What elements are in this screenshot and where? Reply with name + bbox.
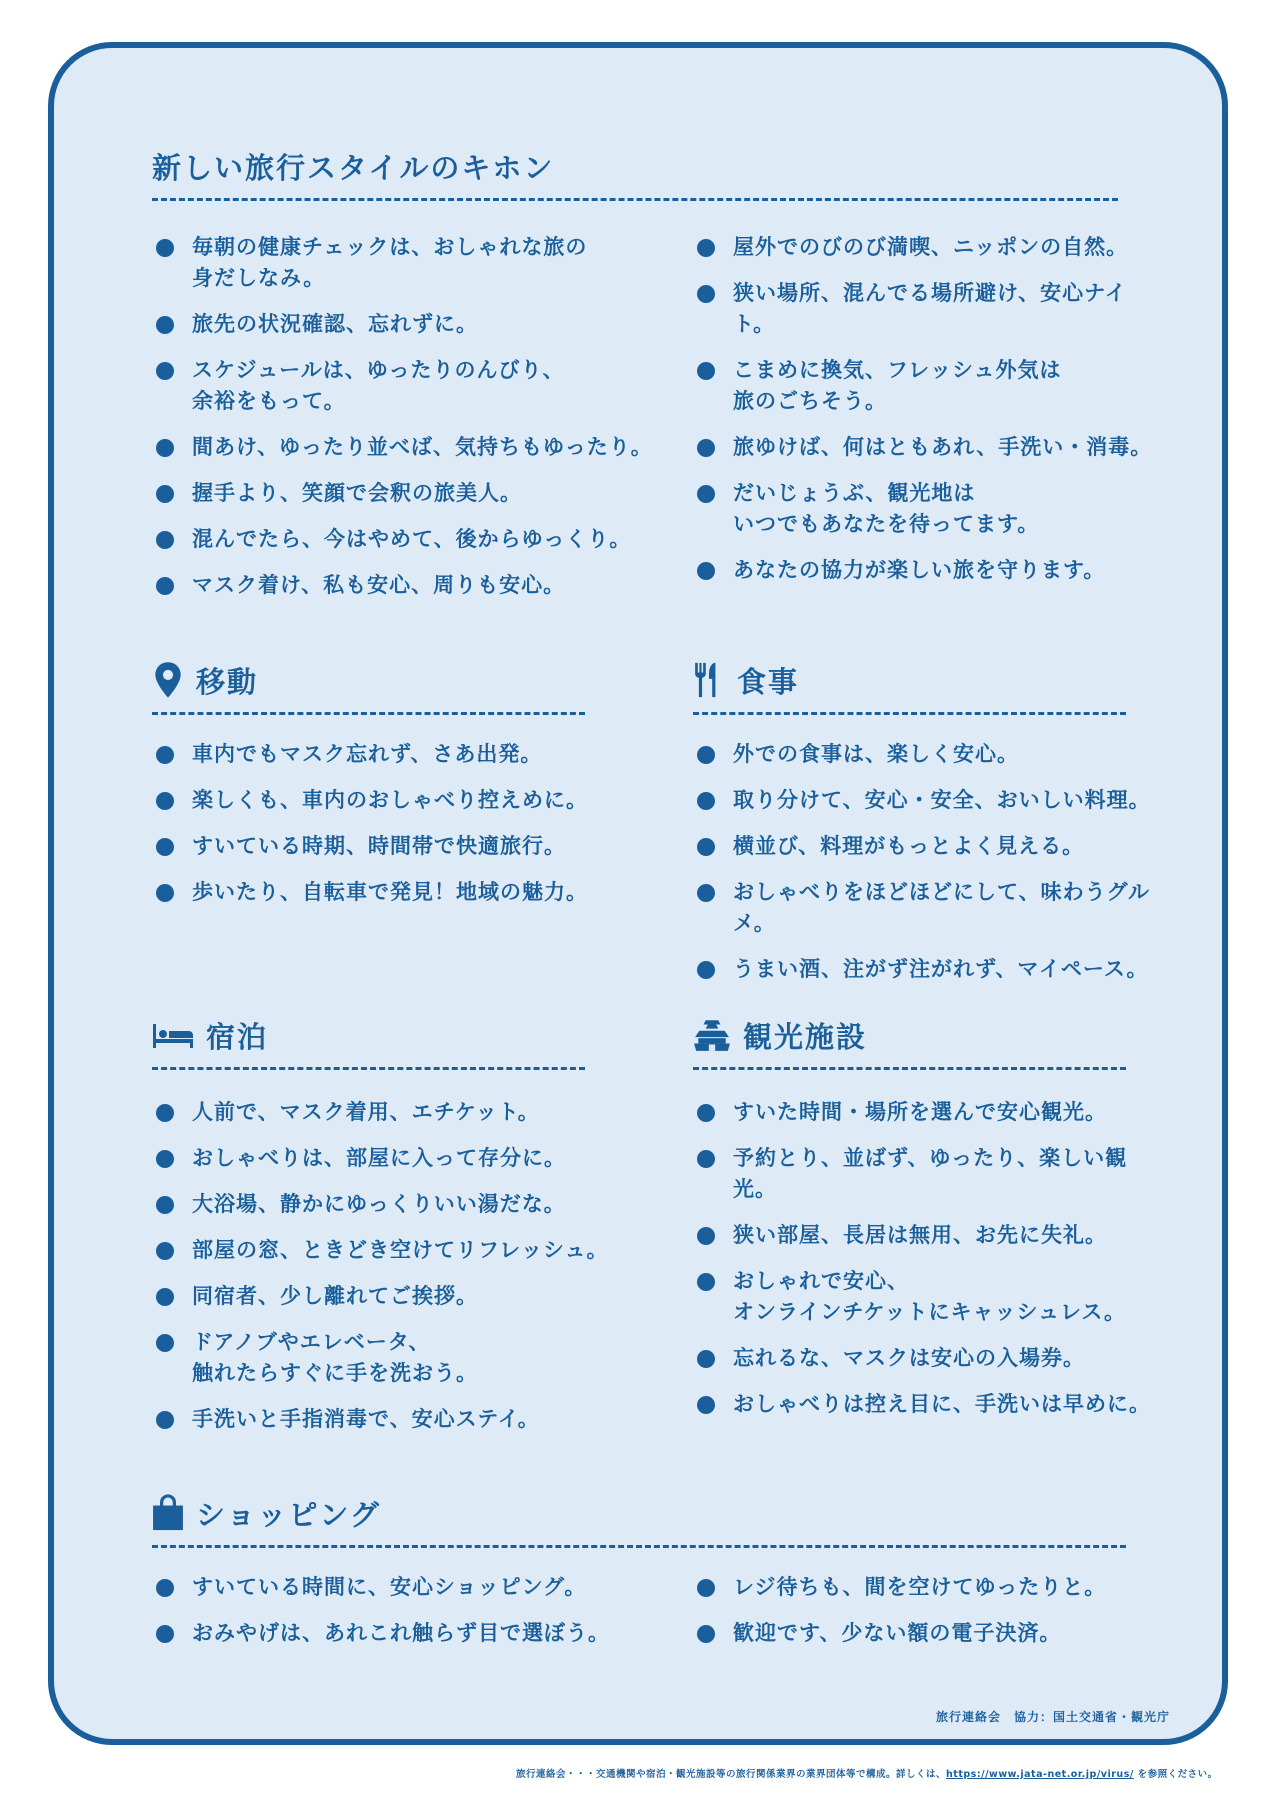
bullet-dot: [697, 838, 715, 856]
castle-icon: [693, 1016, 731, 1054]
bullet-dot: [697, 1150, 715, 1168]
list-item: [156, 232, 656, 294]
list-item: [156, 1235, 656, 1266]
bullet-dot: [156, 439, 174, 457]
list-item: [156, 831, 656, 862]
bullet-dot: [697, 362, 715, 380]
list-item-text: 旅ゆけば、何はともあれ、手洗い・消毒。: [733, 435, 1153, 459]
list-item-text: 歓迎です、少ない額の電子決済。: [733, 1621, 1062, 1645]
footnote-suffix: を参照ください。: [1133, 1769, 1218, 1780]
bullet-dot: [156, 792, 174, 810]
list-item-text: うまい酒、注がず注がれず、マイペース。: [733, 957, 1149, 981]
list-item-text: 旅先の状況確認、忘れずに。: [192, 312, 478, 336]
bullet-dot: [156, 746, 174, 764]
list-item-text: 人前で、マスク着用、エチケット。: [192, 1100, 540, 1124]
list-item-text: こまめに換気、フレッシュ外気は 旅のごちそう。: [733, 358, 1062, 413]
bed-icon: [152, 1016, 194, 1054]
list-item-text: 車内でもマスク忘れず、さあ出発。: [192, 742, 543, 766]
list-item: [697, 555, 1157, 586]
footnote: [516, 1766, 1218, 1780]
list-item: [156, 309, 656, 340]
list-item: [697, 278, 1157, 340]
dining-section: [693, 660, 1126, 715]
basic-section: [152, 146, 1118, 201]
list-item: [156, 1572, 656, 1603]
bullet-dot: [697, 485, 715, 503]
bullet-dot: [697, 961, 715, 979]
list-item-text: おしゃべりは、部屋に入って存分に。: [192, 1146, 566, 1170]
bullet-dot: [697, 792, 715, 810]
basic-divider: [152, 198, 1118, 201]
bullet-dot: [156, 1334, 174, 1352]
list-item-text: おしゃれで安心、 オンラインチケットにキャッシュレス。: [733, 1269, 1127, 1324]
list-item: [697, 1572, 1167, 1603]
sightseeing-section: [693, 1015, 1126, 1070]
list-item: [156, 1327, 656, 1389]
bullet-dot: [156, 884, 174, 902]
list-item: [156, 478, 656, 509]
transport-section: [152, 660, 585, 715]
list-item: [697, 831, 1167, 862]
footnote-link[interactable]: https://www.jata-net.or.jp/virus/: [946, 1769, 1134, 1780]
dining-section-title: 食事: [737, 664, 800, 699]
basic-left-list: [156, 232, 656, 616]
bullet-dot: [697, 1350, 715, 1368]
list-item-text: すいている時間に、安心ショッピング。: [192, 1575, 587, 1599]
list-item-text: おしゃべりは控え目に、手洗いは早めに。: [733, 1392, 1151, 1416]
list-item: [697, 1266, 1167, 1328]
list-item-text: 手洗いと手指消毒で、安心ステイ。: [192, 1407, 540, 1431]
list-item-text: 毎朝の健康チェックは、おしゃれな旅の 身だしなみ。: [192, 235, 588, 290]
list-item-text: おしゃべりをほどほどにして、味わうグルメ。: [733, 880, 1150, 935]
bullet-dot: [156, 1579, 174, 1597]
list-item: [697, 1618, 1167, 1649]
list-item: [697, 1097, 1167, 1128]
list-item-text: 外での食事は、楽しく安心。: [733, 742, 1019, 766]
list-item: [697, 1343, 1167, 1374]
list-item: [156, 524, 656, 555]
transport-list: [156, 739, 656, 923]
list-item: [697, 1143, 1167, 1205]
bullet-dot: [156, 1150, 174, 1168]
credit-line: 旅行連絡会 協力：国土交通省・観光庁: [936, 1710, 1171, 1724]
basic-right-list: [697, 232, 1157, 601]
bullet-dot: [697, 1396, 715, 1414]
list-item: [697, 739, 1167, 770]
basic-section-title: 新しい旅行スタイルのキホン: [152, 150, 555, 185]
bullet-dot: [697, 884, 715, 902]
lodging-list: [156, 1097, 656, 1450]
shopping-bag-icon: [152, 1494, 184, 1532]
list-item: [156, 1618, 656, 1649]
list-item-text: 部屋の窓、ときどき空けてリフレッシュ。: [192, 1238, 609, 1262]
dining-divider: [693, 712, 1126, 715]
bullet-dot: [156, 1288, 174, 1306]
bullet-dot: [697, 1227, 715, 1245]
sightseeing-divider: [693, 1067, 1126, 1070]
list-item-text: 楽しくも、車内のおしゃべり控えめに。: [192, 788, 588, 812]
bullet-dot: [697, 746, 715, 764]
footnote-text: 旅行連絡会・・・交通機関や宿泊・観光施設等の旅行関係業界の業界団体等で構成。詳しくは、: [516, 1769, 947, 1780]
bullet-dot: [156, 485, 174, 503]
list-item-text: 握手より、笑顔で会釈の旅美人。: [192, 481, 522, 505]
list-item-text: 取り分けて、安心・安全、おいしい料理。: [733, 788, 1151, 812]
list-item-text: 狭い場所、混んでる場所避け、安心ナイト。: [733, 281, 1127, 336]
shopping-left-list: [156, 1572, 656, 1664]
list-item: [697, 478, 1157, 540]
bullet-dot: [697, 1625, 715, 1643]
list-item-text: 混んでたら、今はやめて、後からゆっくり。: [192, 527, 632, 551]
list-item: [697, 1220, 1167, 1251]
shopping-section-title: ショッピング: [196, 1497, 381, 1532]
shopping-section: [152, 1493, 1126, 1548]
list-item-text: すいている時期、時間帯で快適旅行。: [192, 834, 566, 858]
list-item-text: スケジュールは、ゆったりのんびり、 余裕をもって。: [192, 358, 565, 413]
list-item: [156, 355, 656, 417]
transport-divider: [152, 712, 585, 715]
bullet-dot: [697, 239, 715, 257]
sightseeing-list: [697, 1097, 1167, 1435]
bullet-dot: [697, 562, 715, 580]
list-item: [697, 355, 1157, 417]
list-item: [156, 1143, 656, 1174]
list-item: [697, 954, 1167, 985]
bullet-dot: [156, 362, 174, 380]
bullet-dot: [156, 239, 174, 257]
list-item: [697, 785, 1167, 816]
list-item: [156, 432, 656, 463]
list-item-text: マスク着け、私も安心、周りも安心。: [192, 573, 566, 597]
list-item: [156, 1189, 656, 1220]
lodging-section-title: 宿泊: [206, 1019, 269, 1054]
bullet-dot: [156, 1625, 174, 1643]
bullet-dot: [156, 577, 174, 595]
shopping-right-list: [697, 1572, 1167, 1664]
list-item-text: 間あけ、ゆったり並べば、気持ちもゆったり。: [192, 435, 653, 459]
list-item: [156, 570, 656, 601]
bullet-dot: [697, 1579, 715, 1597]
bullet-dot: [697, 1273, 715, 1291]
list-item-text: レジ待ちも、間を空けてゆったりと。: [733, 1575, 1107, 1599]
bullet-dot: [156, 1242, 174, 1260]
list-item-text: ドアノブやエレベータ、 触れたらすぐに手を洗おう。: [192, 1330, 478, 1385]
list-item-text: 予約とり、並ばず、ゆったり、楽しい観光。: [733, 1146, 1128, 1201]
list-item: [697, 1389, 1167, 1420]
bullet-dot: [156, 1104, 174, 1122]
bullet-dot: [697, 285, 715, 303]
list-item: [156, 1404, 656, 1435]
lodging-section: [152, 1015, 585, 1070]
fork-knife-icon: [693, 661, 725, 699]
bullet-dot: [156, 531, 174, 549]
list-item: [697, 432, 1157, 463]
list-item-text: 屋外でのびのび満喫、ニッポンの自然。: [733, 235, 1129, 259]
lodging-divider: [152, 1067, 585, 1070]
transport-section-title: 移動: [196, 664, 259, 699]
sightseeing-section-title: 観光施設: [743, 1019, 868, 1054]
bullet-dot: [156, 1196, 174, 1214]
list-item-text: 忘れるな、マスクは安心の入場券。: [733, 1346, 1085, 1370]
bullet-dot: [156, 838, 174, 856]
shopping-divider: [152, 1545, 1126, 1548]
bullet-dot: [697, 1104, 715, 1122]
list-item: [697, 232, 1157, 263]
list-item-text: すいた時間・場所を選んで安心観光。: [733, 1100, 1107, 1124]
list-item-text: あなたの協力が楽しい旅を守ります。: [733, 558, 1106, 582]
list-item: [156, 739, 656, 770]
list-item: [156, 1281, 656, 1312]
list-item-text: 歩いたり、自転車で発見！地域の魅力。: [192, 880, 588, 904]
map-pin-icon: [152, 661, 184, 699]
bullet-dot: [156, 1411, 174, 1429]
list-item: [156, 785, 656, 816]
list-item: [156, 877, 656, 908]
dining-list: [697, 739, 1167, 1000]
list-item-text: おみやげは、あれこれ触らず目で選ぼう。: [192, 1621, 610, 1645]
list-item-text: 狭い部屋、長居は無用、お先に失礼。: [733, 1223, 1107, 1247]
bullet-dot: [697, 439, 715, 457]
list-item: [697, 877, 1167, 939]
list-item-text: 同宿者、少し離れてご挨拶。: [192, 1284, 478, 1308]
list-item-text: だいじょうぶ、観光地は いつでもあなたを待ってます。: [733, 481, 1040, 536]
list-item: [156, 1097, 656, 1128]
list-item-text: 横並び、料理がもっとよく見える。: [733, 834, 1085, 858]
list-item-text: 大浴場、静かにゆっくりいい湯だな。: [192, 1192, 566, 1216]
bullet-dot: [156, 316, 174, 334]
